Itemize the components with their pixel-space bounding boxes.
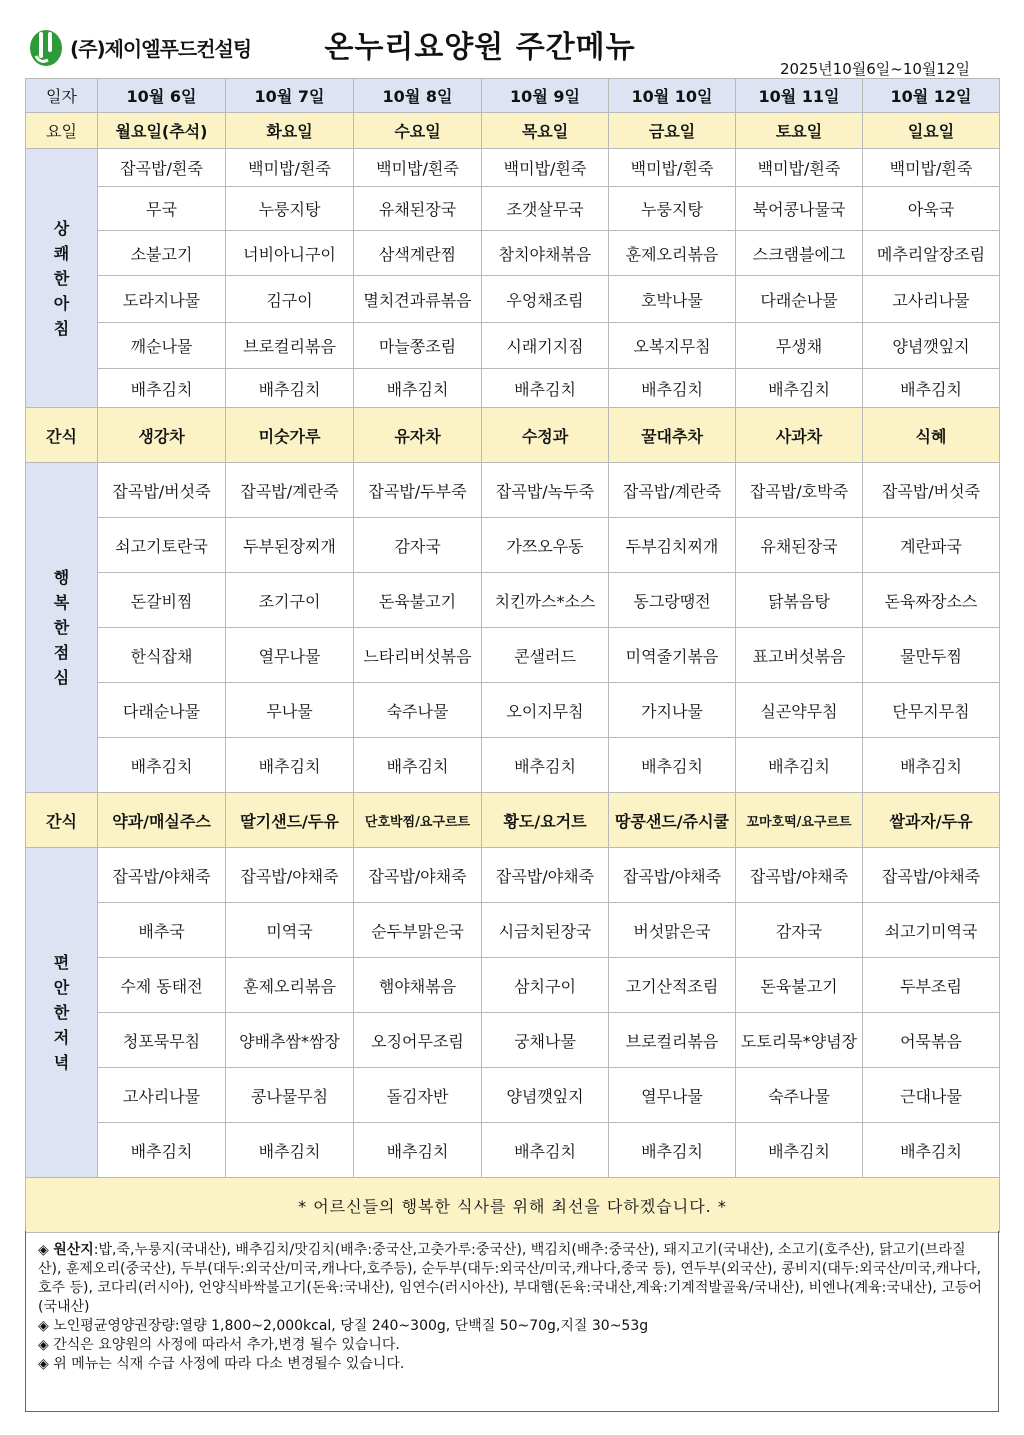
dinner-dish: 브로컬리볶음 bbox=[609, 1013, 736, 1068]
lunch-dish: 잡곡밥/버섯죽 bbox=[863, 463, 1000, 518]
dinner-dish: 햄야채볶음 bbox=[354, 958, 482, 1013]
dinner-dish: 잡곡밥/야채죽 bbox=[736, 848, 863, 903]
dinner-dish: 감자국 bbox=[736, 903, 863, 958]
dinner-row bbox=[26, 1013, 1000, 1068]
date-cell: 10월 7일 bbox=[226, 79, 354, 113]
lunch-label-char: 한 bbox=[53, 618, 70, 637]
lunch-dish: 잡곡밥/계란죽 bbox=[609, 463, 736, 518]
breakfast-label-char: 한 bbox=[53, 268, 70, 288]
breakfast-dish: 배추김치 bbox=[354, 369, 482, 408]
lunch-dish: 느타리버섯볶음 bbox=[354, 628, 482, 683]
dinner-label-char: 편 bbox=[53, 953, 70, 972]
origin-text: :밥,죽,누룽지(국내산), 배추김치/맛김치(배추:중국산,고춧가루:중국산), 백김치(배추:중국산), 돼지고기(국내산), 소고기(호주산), 닭고기(브라질산), 훈제오리(중국산), 두부(대두:외국산/미국,캐나다,호주등), 순두부(대두:외국산/미국,캐나다,중국 등), 연두부(외국산), 콩비지(대두:외국산/미국,캐나다,호주 등), 코다리(러시아), 언양식바싹불고기(돈육:국내산), 임연수(러시아산), 부대햄(돈육:국내산,계육:기계적발골육/국내산), 비엔나(계육:국내산), 고등어(국내산) bbox=[38, 1242, 982, 1315]
lunch-dish: 배추김치 bbox=[609, 738, 736, 793]
breakfast-label-char: 쾌 bbox=[53, 243, 70, 263]
breakfast-dish: 고사리나물 bbox=[863, 276, 1000, 323]
date-cell: 10월 8일 bbox=[354, 79, 482, 113]
dinner-dish: 청포묵무침 bbox=[98, 1013, 226, 1068]
notice-row bbox=[26, 1178, 1000, 1233]
dinner-dish: 배추김치 bbox=[863, 1123, 1000, 1178]
lunch-dish: 무나물 bbox=[226, 683, 354, 738]
menu-change-note: ◈ 위 메뉴는 식재 수급 사정에 따라 다소 변경될수 있습니다. bbox=[38, 1356, 405, 1372]
breakfast-dish: 너비아니구이 bbox=[226, 231, 354, 276]
breakfast-dish: 멸치견과류볶음 bbox=[354, 276, 482, 323]
breakfast-dish: 무국 bbox=[98, 187, 226, 231]
lunch-dish: 가지나물 bbox=[609, 683, 736, 738]
breakfast-dish: 우엉채조림 bbox=[482, 276, 609, 323]
breakfast-dish: 메추리알장조림 bbox=[863, 231, 1000, 276]
breakfast-dish: 백미밥/흰죽 bbox=[226, 149, 354, 187]
lunch-dish: 잡곡밥/두부죽 bbox=[354, 463, 482, 518]
dinner-row bbox=[26, 848, 1000, 903]
lunch-dish: 치킨까스*소스 bbox=[482, 573, 609, 628]
lunch-dish: 잡곡밥/호박죽 bbox=[736, 463, 863, 518]
date-cell: 10월 6일 bbox=[98, 79, 226, 113]
snack-cell: 황도/요거트 bbox=[482, 793, 609, 848]
lunch-dish: 두부된장찌개 bbox=[226, 518, 354, 573]
dinner-dish: 열무나물 bbox=[609, 1068, 736, 1123]
dinner-label-char: 한 bbox=[53, 1003, 70, 1022]
breakfast-row bbox=[26, 276, 1000, 323]
lunch-dish: 쇠고기토란국 bbox=[98, 518, 226, 573]
breakfast-dish: 아욱국 bbox=[863, 187, 1000, 231]
origin-title: 원산지 bbox=[53, 1242, 94, 1258]
breakfast-dish: 배추김치 bbox=[98, 369, 226, 408]
snack-cell: 사과차 bbox=[736, 408, 863, 463]
dinner-dish: 수제 동태전 bbox=[98, 958, 226, 1013]
snack-cell: 수정과 bbox=[482, 408, 609, 463]
breakfast-dish: 양념깻잎지 bbox=[863, 323, 1000, 369]
dinner-dish: 배추김치 bbox=[609, 1123, 736, 1178]
dinner-dish: 어묵볶음 bbox=[863, 1013, 1000, 1068]
menu-period: 2025년10월6일~10월12일 bbox=[780, 60, 970, 78]
breakfast-dish: 배추김치 bbox=[226, 369, 354, 408]
lunch-dish: 배추김치 bbox=[354, 738, 482, 793]
snack-cell: 약과/매실주스 bbox=[98, 793, 226, 848]
day-cell: 수요일 bbox=[354, 113, 482, 149]
dinner-dish: 미역국 bbox=[226, 903, 354, 958]
breakfast-dish: 조갯살무국 bbox=[482, 187, 609, 231]
lunch-label-char: 심 bbox=[53, 668, 70, 687]
breakfast-dish: 김구이 bbox=[226, 276, 354, 323]
date-row bbox=[26, 79, 1000, 113]
dinner-dish: 오징어무조림 bbox=[354, 1013, 482, 1068]
company-name: (주)제이엘푸드컨설팅 bbox=[70, 36, 252, 61]
lunch-dish: 배추김치 bbox=[736, 738, 863, 793]
lunch-label-char: 행 bbox=[53, 568, 70, 587]
breakfast-dish: 브로컬리볶음 bbox=[226, 323, 354, 369]
dinner-dish: 잡곡밥/야채죽 bbox=[863, 848, 1000, 903]
dinner-dish: 잡곡밥/야채죽 bbox=[609, 848, 736, 903]
notice-message: * 어르신들의 행복한 식사를 위해 최선을 다하겠습니다. * bbox=[26, 1178, 1000, 1233]
lunch-dish: 잡곡밥/버섯죽 bbox=[98, 463, 226, 518]
day-cell: 화요일 bbox=[226, 113, 354, 149]
lunch-dish: 닭볶음탕 bbox=[736, 573, 863, 628]
breakfast-dish: 누룽지탕 bbox=[226, 187, 354, 231]
day-cell: 토요일 bbox=[736, 113, 863, 149]
dinner-dish: 시금치된장국 bbox=[482, 903, 609, 958]
breakfast-label-char: 아 bbox=[53, 293, 70, 313]
dinner-dish: 잡곡밥/야채죽 bbox=[226, 848, 354, 903]
lunch-dish: 잡곡밥/계란죽 bbox=[226, 463, 354, 518]
lunch-label-char: 복 bbox=[53, 593, 70, 612]
lunch-dish: 배추김치 bbox=[863, 738, 1000, 793]
lunch-dish: 가쯔오우동 bbox=[482, 518, 609, 573]
lunch-dish: 돈갈비찜 bbox=[98, 573, 226, 628]
breakfast-dish: 스크램블에그 bbox=[736, 231, 863, 276]
day-cell: 일요일 bbox=[863, 113, 1000, 149]
lunch-label-char: 점 bbox=[53, 643, 70, 662]
morning-snack-row-label: 간식 bbox=[26, 408, 98, 463]
day-row bbox=[26, 113, 1000, 149]
lunch-dish: 열무나물 bbox=[226, 628, 354, 683]
dinner-dish: 잡곡밥/야채죽 bbox=[482, 848, 609, 903]
breakfast-row bbox=[26, 369, 1000, 408]
dinner-dish: 근대나물 bbox=[863, 1068, 1000, 1123]
lunch-dish: 동그랑땡전 bbox=[609, 573, 736, 628]
snack-change-note: ◈ 간식은 요양원의 사정에 따라서 추가,변경 될수 있습니다. bbox=[38, 1337, 400, 1353]
snack-cell: 쌀과자/두유 bbox=[863, 793, 1000, 848]
breakfast-dish: 누룽지탕 bbox=[609, 187, 736, 231]
page-title: 온누리요양원 주간메뉴 bbox=[324, 30, 636, 65]
lunch-dish: 유채된장국 bbox=[736, 518, 863, 573]
lunch-row bbox=[26, 738, 1000, 793]
breakfast-dish: 백미밥/흰죽 bbox=[482, 149, 609, 187]
breakfast-row bbox=[26, 187, 1000, 231]
breakfast-dish: 백미밥/흰죽 bbox=[863, 149, 1000, 187]
snack-cell: 유자차 bbox=[354, 408, 482, 463]
date-cell: 10월 11일 bbox=[736, 79, 863, 113]
day-row-label: 요일 bbox=[26, 113, 98, 149]
lunch-row bbox=[26, 683, 1000, 738]
dinner-row bbox=[26, 903, 1000, 958]
day-cell: 목요일 bbox=[482, 113, 609, 149]
dinner-dish: 잡곡밥/야채죽 bbox=[98, 848, 226, 903]
lunch-dish: 실곤약무침 bbox=[736, 683, 863, 738]
snack-cell: 식혜 bbox=[863, 408, 1000, 463]
breakfast-dish: 마늘쫑조림 bbox=[354, 323, 482, 369]
dinner-label bbox=[26, 848, 98, 1178]
lunch-dish: 단무지무침 bbox=[863, 683, 1000, 738]
lunch-row bbox=[26, 463, 1000, 518]
lunch-dish: 한식잡채 bbox=[98, 628, 226, 683]
breakfast-dish: 참치야채볶음 bbox=[482, 231, 609, 276]
dinner-dish: 고사리나물 bbox=[98, 1068, 226, 1123]
breakfast-row bbox=[26, 323, 1000, 369]
afternoon-snack-row bbox=[26, 793, 1000, 848]
dinner-dish: 고기산적조림 bbox=[609, 958, 736, 1013]
breakfast-dish: 삼색계란찜 bbox=[354, 231, 482, 276]
day-cell: 금요일 bbox=[609, 113, 736, 149]
lunch-row bbox=[26, 518, 1000, 573]
breakfast-dish: 다래순나물 bbox=[736, 276, 863, 323]
dinner-dish: 버섯맑은국 bbox=[609, 903, 736, 958]
dinner-dish: 순두부맑은국 bbox=[354, 903, 482, 958]
lunch-dish: 조기구이 bbox=[226, 573, 354, 628]
dinner-label-char: 저 bbox=[53, 1028, 70, 1047]
lunch-dish: 감자국 bbox=[354, 518, 482, 573]
breakfast-dish: 훈제오리볶음 bbox=[609, 231, 736, 276]
dinner-dish: 훈제오리볶음 bbox=[226, 958, 354, 1013]
lunch-dish: 계란파국 bbox=[863, 518, 1000, 573]
breakfast-dish: 배추김치 bbox=[609, 369, 736, 408]
afternoon-snack-row-label: 간식 bbox=[26, 793, 98, 848]
dinner-dish: 숙주나물 bbox=[736, 1068, 863, 1123]
lunch-dish: 배추김치 bbox=[98, 738, 226, 793]
breakfast-dish: 시래기지짐 bbox=[482, 323, 609, 369]
dinner-row bbox=[26, 958, 1000, 1013]
dinner-row bbox=[26, 1123, 1000, 1178]
lunch-dish: 미역줄기볶음 bbox=[609, 628, 736, 683]
dinner-dish: 배추김치 bbox=[736, 1123, 863, 1178]
lunch-dish: 표고버섯볶음 bbox=[736, 628, 863, 683]
lunch-row bbox=[26, 573, 1000, 628]
breakfast-dish: 배추김치 bbox=[863, 369, 1000, 408]
dinner-dish: 콩나물무침 bbox=[226, 1068, 354, 1123]
breakfast-dish: 도라지나물 bbox=[98, 276, 226, 323]
lunch-label bbox=[26, 463, 98, 793]
dinner-dish: 배추김치 bbox=[354, 1123, 482, 1178]
snack-cell: 단호박찜/요구르트 bbox=[354, 793, 482, 848]
lunch-dish: 돈육불고기 bbox=[354, 573, 482, 628]
breakfast-dish: 호박나물 bbox=[609, 276, 736, 323]
dinner-dish: 배추국 bbox=[98, 903, 226, 958]
day-cell: 월요일(추석) bbox=[98, 113, 226, 149]
breakfast-label-char: 상 bbox=[53, 218, 70, 238]
breakfast-dish: 배추김치 bbox=[736, 369, 863, 408]
breakfast-dish: 유채된장국 bbox=[354, 187, 482, 231]
dinner-dish: 삼치구이 bbox=[482, 958, 609, 1013]
snack-cell: 꿀대추차 bbox=[609, 408, 736, 463]
snack-cell: 땅콩샌드/쥬시쿨 bbox=[609, 793, 736, 848]
snack-cell: 생강차 bbox=[98, 408, 226, 463]
breakfast-label bbox=[26, 149, 98, 408]
dinner-dish: 양념깻잎지 bbox=[482, 1068, 609, 1123]
lunch-dish: 물만두찜 bbox=[863, 628, 1000, 683]
breakfast-dish: 무생채 bbox=[736, 323, 863, 369]
lunch-dish: 돈육짜장소스 bbox=[863, 573, 1000, 628]
snack-cell: 딸기샌드/두유 bbox=[226, 793, 354, 848]
dinner-dish: 잡곡밥/야채죽 bbox=[354, 848, 482, 903]
breakfast-dish: 깨순나물 bbox=[98, 323, 226, 369]
origin-note: ◈ 원산지:밥,죽,누룽지(국내산), 배추김치/맛김치(배추:중국산,고춧가루:중국산), 백김치(배추:중국산), 돼지고기(국내산), 소고기(호주산), 닭고기(브라질산), 훈제오리(중국산), 두부(대두:외국산/미국,캐나다,호주등), 순두부(대두:외국산/미국,캐나다,중국 등), 연두부(외국산), 콩비지(대두:외국산/미국,캐나다,호주 등), 코다리(러시아), 언양식바싹불고기(돈육:국내산), 임연수(러시아산), 부대햄(돈육:국내산,계육:기계적발골육/국내산), 비엔나(계육:국내산), 고등어(국내산) bbox=[38, 1242, 982, 1315]
lunch-dish: 잡곡밥/녹두죽 bbox=[482, 463, 609, 518]
lunch-row bbox=[26, 628, 1000, 683]
dinner-dish: 배추김치 bbox=[482, 1123, 609, 1178]
dinner-dish: 양배추쌈*쌈장 bbox=[226, 1013, 354, 1068]
breakfast-dish: 오복지무침 bbox=[609, 323, 736, 369]
lunch-dish: 콘샐러드 bbox=[482, 628, 609, 683]
dinner-dish: 쇠고기미역국 bbox=[863, 903, 1000, 958]
dinner-dish: 도토리묵*양념장 bbox=[736, 1013, 863, 1068]
dinner-dish: 돌김자반 bbox=[354, 1068, 482, 1123]
lunch-dish: 배추김치 bbox=[482, 738, 609, 793]
snack-cell: 미숫가루 bbox=[226, 408, 354, 463]
date-row-label: 일자 bbox=[26, 79, 98, 113]
breakfast-row bbox=[26, 149, 1000, 187]
lunch-dish: 숙주나물 bbox=[354, 683, 482, 738]
breakfast-label-char: 침 bbox=[53, 318, 70, 338]
date-cell: 10월 9일 bbox=[482, 79, 609, 113]
lunch-dish: 오이지무침 bbox=[482, 683, 609, 738]
date-cell: 10월 12일 bbox=[863, 79, 1000, 113]
breakfast-dish: 백미밥/흰죽 bbox=[609, 149, 736, 187]
lunch-dish: 배추김치 bbox=[226, 738, 354, 793]
breakfast-dish: 백미밥/흰죽 bbox=[736, 149, 863, 187]
nutrition-note: ◈ 노인평균영양권장량:열량 1,800~2,000kcal, 당질 240~300g, 단백질 50~70g,지질 30~53g bbox=[38, 1318, 649, 1334]
dinner-dish: 두부조림 bbox=[863, 958, 1000, 1013]
header bbox=[0, 0, 1024, 78]
dinner-dish: 돈육불고기 bbox=[736, 958, 863, 1013]
snack-cell: 꼬마호떡/요구르트 bbox=[736, 793, 863, 848]
dinner-label-char: 안 bbox=[53, 978, 70, 997]
breakfast-dish: 소불고기 bbox=[98, 231, 226, 276]
dinner-dish: 궁채나물 bbox=[482, 1013, 609, 1068]
breakfast-dish: 배추김치 bbox=[482, 369, 609, 408]
weekly-menu-table bbox=[25, 78, 1000, 1233]
morning-snack-row bbox=[26, 408, 1000, 463]
breakfast-dish: 북어콩나물국 bbox=[736, 187, 863, 231]
lunch-dish: 두부김치찌개 bbox=[609, 518, 736, 573]
dinner-row bbox=[26, 1068, 1000, 1123]
breakfast-row bbox=[26, 231, 1000, 276]
date-cell: 10월 10일 bbox=[609, 79, 736, 113]
footer-notes bbox=[25, 1231, 999, 1412]
breakfast-dish: 백미밥/흰죽 bbox=[354, 149, 482, 187]
lunch-dish: 다래순나물 bbox=[98, 683, 226, 738]
dinner-label-char: 녁 bbox=[53, 1053, 70, 1072]
breakfast-dish: 잡곡밥/흰죽 bbox=[98, 149, 226, 187]
dinner-dish: 배추김치 bbox=[98, 1123, 226, 1178]
dinner-dish: 배추김치 bbox=[226, 1123, 354, 1178]
